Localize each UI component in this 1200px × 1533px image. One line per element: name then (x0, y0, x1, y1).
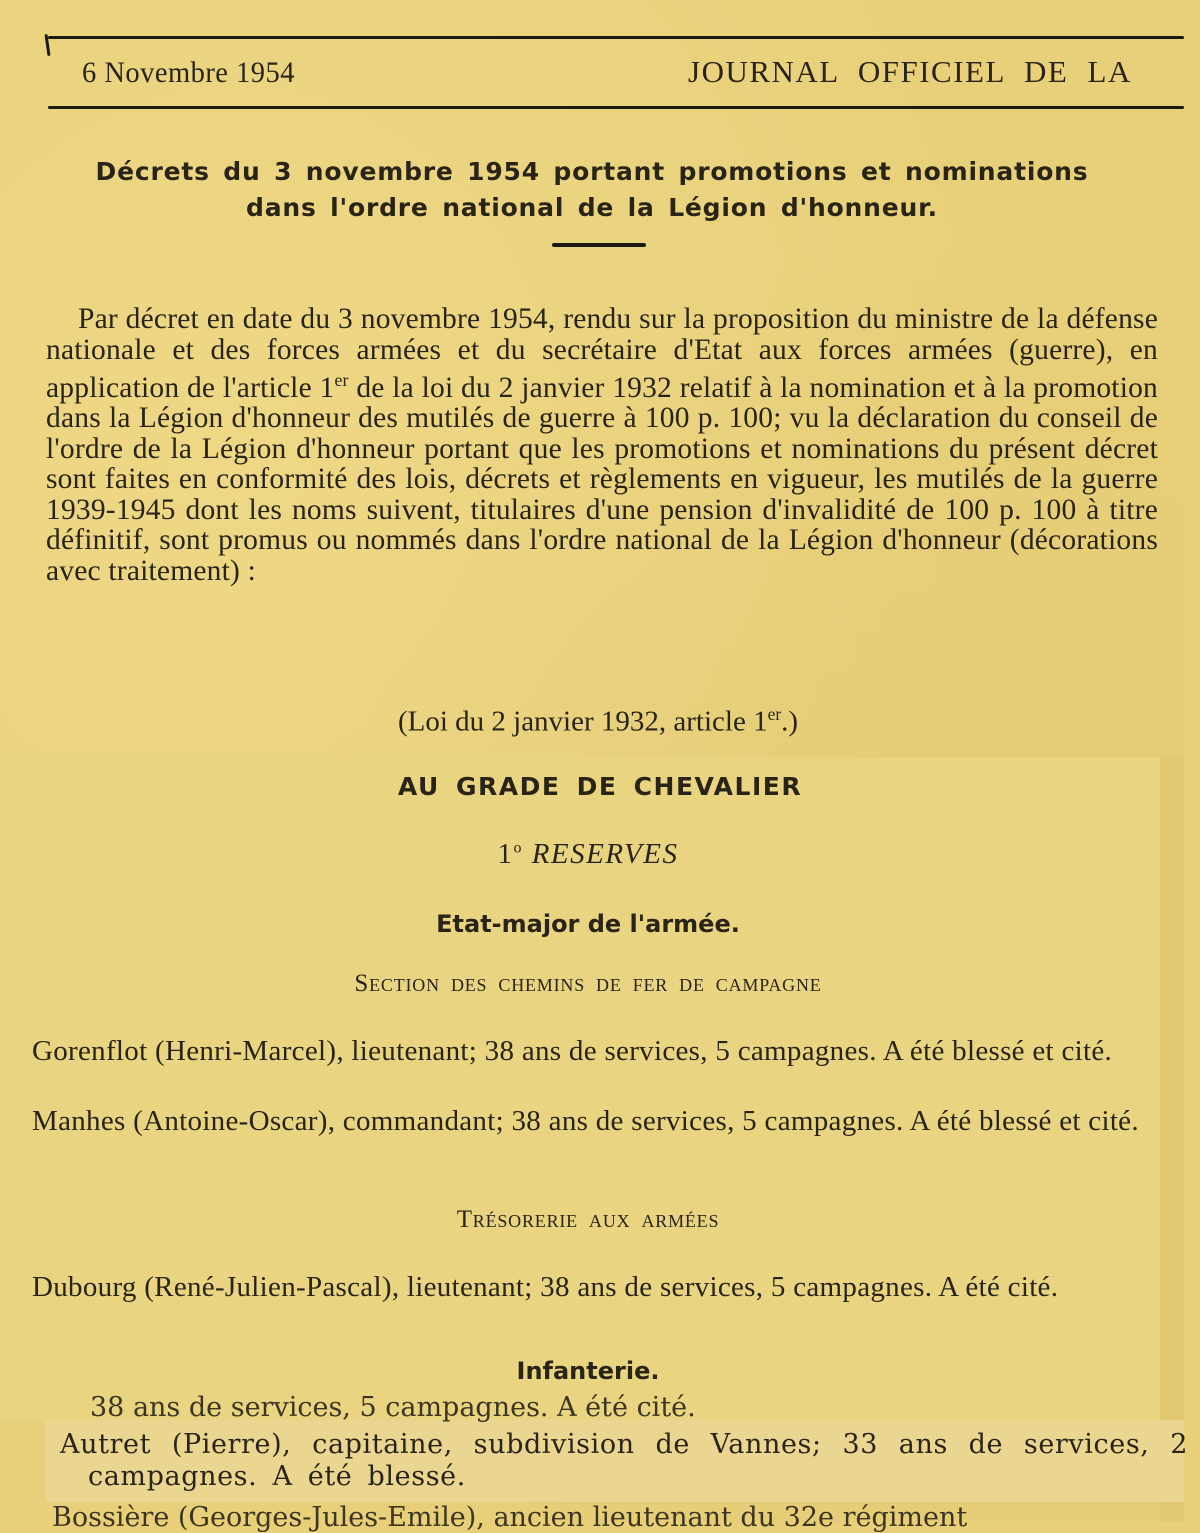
law-reference-superscript: er (767, 704, 782, 724)
clipped-text-fragment-top (90, 1392, 820, 1423)
entry-name: Gorenflot (Henri-Marcel) (32, 1035, 337, 1067)
reserves-heading (0, 838, 1176, 871)
scan-band-edge (1160, 757, 1184, 1522)
clipped-text: 38 ans de services, 5 campagnes. A été cité. (90, 1392, 696, 1423)
list-item (32, 1270, 1160, 1304)
section-heading-infanterie: Infanterie. (516, 1357, 660, 1385)
entry-details: , lieutenant; 38 ans de services, 5 campagnes. A été cité. (391, 1271, 1059, 1303)
reserves-label: RESERVES (531, 838, 679, 870)
header-rule-top (48, 36, 1184, 39)
list-item (32, 1034, 1160, 1068)
law-reference (0, 704, 1184, 739)
decree-title-line-1: Décrets du 3 novembre 1954 portant promotions et nominations (95, 157, 1089, 186)
body-text-part-1: Par décret en date du 3 novembre 1954, rendu sur la proposition du ministre de la défense nationale et des forces armées et du secrétaire d'Etat aux forces armées (guerre), en application de l'article 1 (46, 303, 1158, 404)
subsection-tresorerie: Trésorerie aux armées (456, 1206, 720, 1233)
decree-title (0, 154, 1184, 226)
entry-name: Manhes (Antoine-Oscar) (32, 1105, 328, 1137)
decree-title-line-2: dans l'ordre national de la Légion d'honneur. (246, 193, 938, 222)
reserves-ordinal: o (513, 839, 523, 857)
header-date: 6 Novembre 1954 (82, 56, 295, 89)
header-rule-bottom (48, 106, 1184, 109)
clipped-text-fragment-bottom (52, 1502, 1162, 1533)
section-heading-etat-major: Etat-major de l'armée. (436, 910, 740, 938)
header-journal-title: JOURNAL OFFICIEL DE LA (688, 54, 1132, 89)
entry-details: , commandant; 38 ans de services, 5 campagnes. A été blessé et cité. (327, 1105, 1139, 1137)
reserves-number: 1 (497, 838, 514, 870)
grade-heading: AU GRADE DE CHEVALIER (397, 772, 803, 801)
entry-details: , lieutenant; 38 ans de services, 5 campagnes. A été blessé et cité. (336, 1035, 1113, 1067)
title-separator (552, 243, 646, 247)
entry-name: Autret (Pierre) (60, 1429, 283, 1460)
body-text-part-2: de la loi du 2 janvier 1932 relatif à la nomination et à la promotion dans la Légion d'honneur des mutilés de guerre à 100 p. 100; vu la déclaration du conseil de l'ordre de la Légion d'honneur portant que les promotions et nominations du présent décret sont faites en conformité des lois, décrets et règlements en vigueur, les mutilés de la guerre 1939-1945 dont les noms suivent, titulaires d'une pension d'invalidité de 100 p. 100 à titre définitif, sont promus ou nommés dans l'ordre national de la Légion d'honneur (décorations avec traitement) : (46, 371, 1158, 587)
decree-body-paragraph (46, 304, 1158, 586)
entry-name: Dubourg (René-Julien-Pascal) (32, 1271, 392, 1303)
law-reference-text: (Loi du 2 janvier 1932, article 1 (397, 705, 768, 738)
body-superscript: er (334, 370, 349, 390)
subsection-chemins-de-fer: Section des chemins de fer de campagne (354, 970, 822, 997)
clipped-text: Bossière (Georges-Jules-Emile), ancien lieutenant du 32e régiment (52, 1502, 968, 1533)
law-reference-close: .) (781, 705, 799, 738)
entry-details: , capitaine, subdivision de Vannes; 33 ans de services, 2 campagnes. A été blessé. (88, 1429, 1188, 1492)
list-item (32, 1104, 1160, 1138)
list-item (60, 1429, 1188, 1493)
